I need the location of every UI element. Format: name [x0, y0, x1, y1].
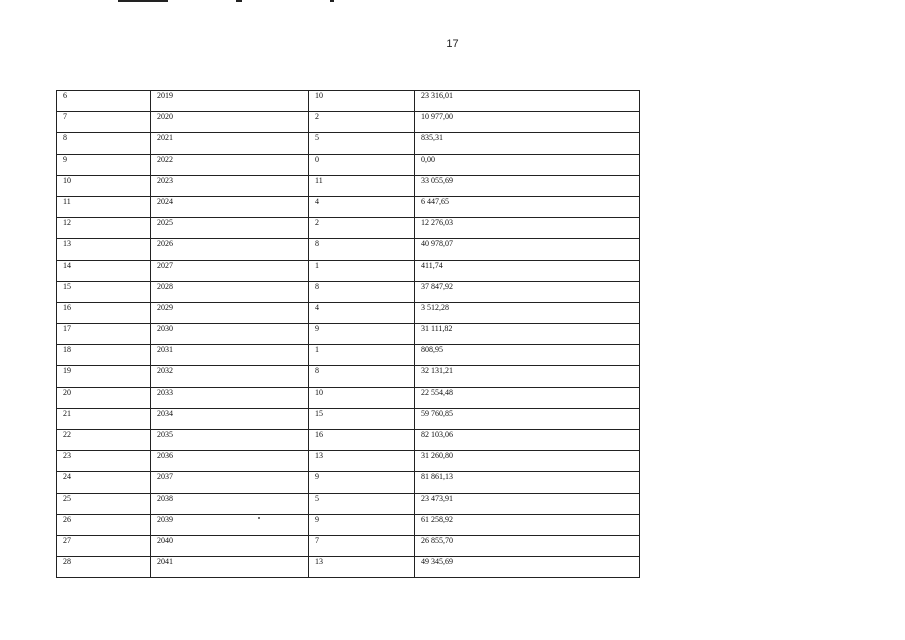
count-cell: 16: [309, 430, 415, 451]
count-cell: 10: [309, 91, 415, 112]
year-cell: 2029: [151, 302, 309, 323]
count-cell: 10: [309, 387, 415, 408]
amount-cell: 3 512,28: [415, 302, 640, 323]
count-cell: 4: [309, 196, 415, 217]
amount-cell: 49 345,69: [415, 557, 640, 578]
amount-cell: 835,31: [415, 133, 640, 154]
year-cell: 2025: [151, 218, 309, 239]
row-number-cell: 7: [57, 112, 151, 133]
table-row: [57, 430, 640, 451]
table-body: [57, 91, 640, 578]
row-number-cell: 22: [57, 430, 151, 451]
count-cell: 15: [309, 408, 415, 429]
year-cell: 2034: [151, 408, 309, 429]
count-cell: 2: [309, 218, 415, 239]
year-cell: 2032: [151, 366, 309, 387]
count-cell: 8: [309, 239, 415, 260]
amount-cell: 10 977,00: [415, 112, 640, 133]
table-row: [57, 451, 640, 472]
table-row: [57, 281, 640, 302]
scan-speck: [258, 517, 260, 519]
row-number-cell: 23: [57, 451, 151, 472]
table-row: [57, 260, 640, 281]
year-cell: 2035: [151, 430, 309, 451]
amount-cell: 37 847,92: [415, 281, 640, 302]
amount-cell: 808,95: [415, 345, 640, 366]
year-cell: 2024: [151, 196, 309, 217]
row-number-cell: 21: [57, 408, 151, 429]
data-table: [56, 90, 640, 578]
amount-cell: 12 276,03: [415, 218, 640, 239]
row-number-cell: 20: [57, 387, 151, 408]
table-row: [57, 472, 640, 493]
year-cell: 2021: [151, 133, 309, 154]
table-row: [57, 133, 640, 154]
year-cell: 2020: [151, 112, 309, 133]
count-cell: 1: [309, 260, 415, 281]
row-number-cell: 24: [57, 472, 151, 493]
count-cell: 5: [309, 133, 415, 154]
table-row: [57, 91, 640, 112]
table-row: [57, 535, 640, 556]
table-row: [57, 239, 640, 260]
row-number-cell: 18: [57, 345, 151, 366]
year-cell: 2031: [151, 345, 309, 366]
amount-cell: 82 103,06: [415, 430, 640, 451]
row-number-cell: 12: [57, 218, 151, 239]
amount-cell: 61 258,92: [415, 514, 640, 535]
row-number-cell: 6: [57, 91, 151, 112]
row-number-cell: 25: [57, 493, 151, 514]
row-number-cell: 8: [57, 133, 151, 154]
year-cell: 2028: [151, 281, 309, 302]
table-row: [57, 514, 640, 535]
count-cell: 11: [309, 175, 415, 196]
year-cell: 2033: [151, 387, 309, 408]
amount-cell: 31 111,82: [415, 324, 640, 345]
row-number-cell: 17: [57, 324, 151, 345]
year-cell: 2027: [151, 260, 309, 281]
amount-cell: 59 760,85: [415, 408, 640, 429]
table-row: [57, 112, 640, 133]
row-number-cell: 27: [57, 535, 151, 556]
count-cell: 9: [309, 472, 415, 493]
row-number-cell: 9: [57, 154, 151, 175]
amount-cell: 23 473,91: [415, 493, 640, 514]
amount-cell: 40 978,07: [415, 239, 640, 260]
table-row: [57, 408, 640, 429]
page-number: 17: [446, 38, 459, 50]
amount-cell: 26 855,70: [415, 535, 640, 556]
row-number-cell: 14: [57, 260, 151, 281]
table-row: [57, 324, 640, 345]
table-row: [57, 366, 640, 387]
amount-cell: 411,74: [415, 260, 640, 281]
amount-cell: 33 055,69: [415, 175, 640, 196]
year-cell: 2037: [151, 472, 309, 493]
table-row: [57, 557, 640, 578]
row-number-cell: 11: [57, 196, 151, 217]
amount-cell: 6 447,65: [415, 196, 640, 217]
table-row: [57, 218, 640, 239]
year-cell: 2019: [151, 91, 309, 112]
row-number-cell: 19: [57, 366, 151, 387]
count-cell: 13: [309, 451, 415, 472]
amount-cell: 81 861,13: [415, 472, 640, 493]
row-number-cell: 28: [57, 557, 151, 578]
year-cell: 2026: [151, 239, 309, 260]
count-cell: 0: [309, 154, 415, 175]
count-cell: 7: [309, 535, 415, 556]
count-cell: 13: [309, 557, 415, 578]
row-number-cell: 15: [57, 281, 151, 302]
row-number-cell: 16: [57, 302, 151, 323]
row-number-cell: 10: [57, 175, 151, 196]
top-edge-scan-marks: [0, 0, 905, 6]
row-number-cell: 13: [57, 239, 151, 260]
amount-cell: 31 260,80: [415, 451, 640, 472]
count-cell: 9: [309, 514, 415, 535]
table-row: [57, 493, 640, 514]
table-row: [57, 345, 640, 366]
count-cell: 8: [309, 366, 415, 387]
amount-cell: 22 554,48: [415, 387, 640, 408]
year-cell: 2038: [151, 493, 309, 514]
table-row: [57, 387, 640, 408]
year-cell: 2022: [151, 154, 309, 175]
amount-cell: 23 316,01: [415, 91, 640, 112]
table-row: [57, 154, 640, 175]
count-cell: 8: [309, 281, 415, 302]
amount-cell: 0,00: [415, 154, 640, 175]
year-cell: 2040: [151, 535, 309, 556]
year-cell: 2039: [151, 514, 309, 535]
year-cell: 2023: [151, 175, 309, 196]
year-cell: 2030: [151, 324, 309, 345]
table-row: [57, 175, 640, 196]
table-row: [57, 196, 640, 217]
year-cell: 2036: [151, 451, 309, 472]
count-cell: 1: [309, 345, 415, 366]
count-cell: 5: [309, 493, 415, 514]
year-cell: 2041: [151, 557, 309, 578]
count-cell: 4: [309, 302, 415, 323]
count-cell: 9: [309, 324, 415, 345]
table-row: [57, 302, 640, 323]
amount-cell: 32 131,21: [415, 366, 640, 387]
count-cell: 2: [309, 112, 415, 133]
row-number-cell: 26: [57, 514, 151, 535]
